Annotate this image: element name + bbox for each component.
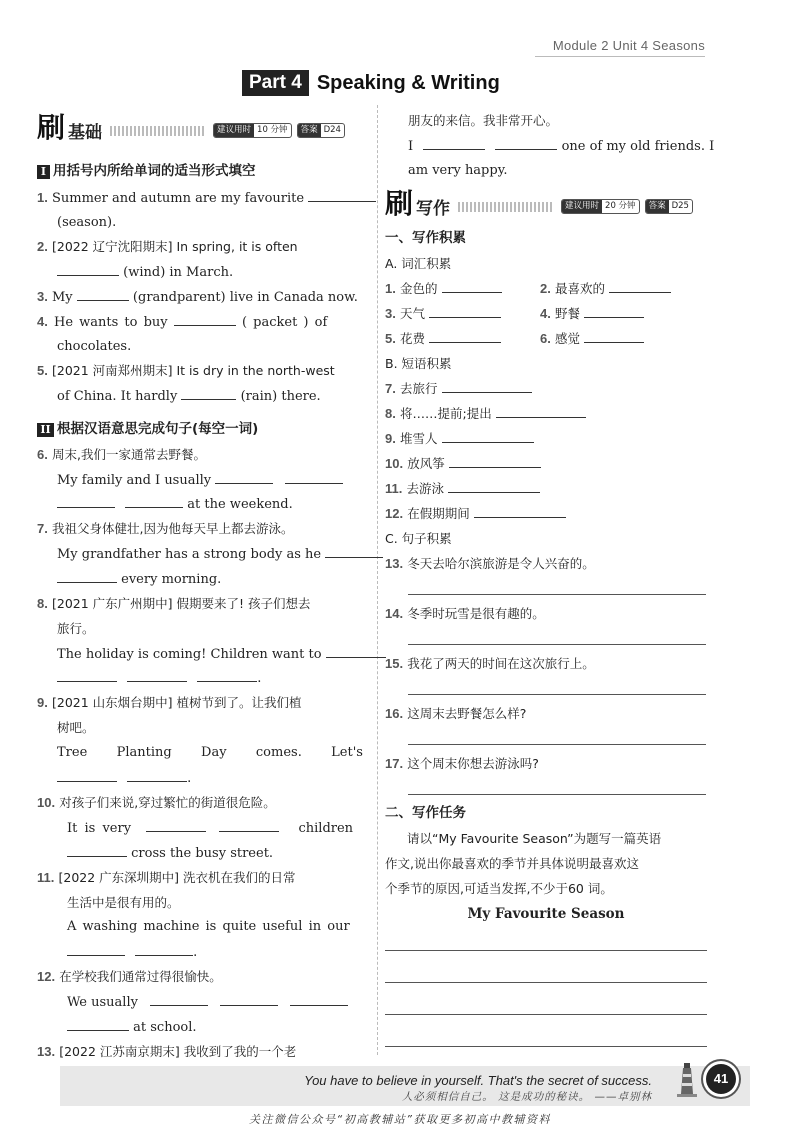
- question-9: 9. [2021 山东烟台期中] 植树节到了。让我们植: [37, 695, 302, 710]
- quote-english: You have to believe in yourself. That's the secret of success.: [304, 1073, 652, 1088]
- sentence-17: 17. 这个周末你想去游泳吗?: [385, 756, 539, 771]
- question-8: 8. [2021 广东广州期中] 假期要来了! 孩子们想去: [37, 596, 311, 611]
- basics-section-header: [37, 112, 367, 143]
- vocab-6: 6. 感觉: [540, 330, 644, 348]
- dotted-decoration: [110, 126, 205, 136]
- answer-tag: 答案 D24: [297, 123, 345, 138]
- part-heading: Speaking & Writing: [316, 71, 500, 94]
- vocab-1: 1. 金色的: [385, 280, 502, 298]
- answer-tag: 答案 D25: [645, 199, 693, 214]
- essay-line[interactable]: [385, 1014, 707, 1015]
- phrase-12: 12. 在假期期间: [385, 505, 566, 523]
- vocab-4: 4. 野餐: [540, 305, 644, 323]
- quote-chinese: 人必须相信自己。 这是成功的秘诀。 ——卓别林: [401, 1091, 652, 1103]
- vocab-5: 5. 花费: [385, 330, 501, 348]
- section-subtitle: 写作: [416, 199, 451, 219]
- time-tag: 建议用时 10 分钟: [213, 123, 292, 138]
- time-tag: 建议用时 20 分钟: [561, 199, 640, 214]
- sentence-16: 16. 这周末去野餐怎么样?: [385, 706, 527, 721]
- dotted-decoration: [458, 202, 553, 212]
- page-number: 41: [706, 1064, 736, 1094]
- question-2: 2. [2022 辽宁沈阳期末] In spring, it is often: [37, 239, 298, 254]
- essay-title: My Favourite Season: [467, 906, 625, 922]
- question-3: 3. My (grandparent) live in Canada now.: [37, 289, 358, 305]
- module-breadcrumb: Module 2 Unit 4 Seasons: [552, 38, 705, 53]
- writing-accumulation-heading: 一、写作积累: [385, 230, 466, 246]
- part2-instruction: II 根据汉语意思完成句子(每空一词): [37, 421, 258, 438]
- phrase-9: 9. 堆雪人: [385, 430, 534, 448]
- question-5: 5. [2021 河南郑州期末] It is dry in the north-west: [37, 363, 335, 378]
- writing-task-heading: 二、写作任务: [385, 805, 466, 821]
- footer-note: 关注微信公众号“初高教辅站”获取更多初高中教辅资料: [249, 1113, 551, 1126]
- header-rule: [535, 56, 705, 57]
- question-7: 7. 我祖父身体健壮,因为他每天早上都去游泳。: [37, 521, 294, 536]
- column-divider: [377, 105, 378, 1055]
- phrase-7: 7. 去旅行: [385, 380, 532, 398]
- writing-section-header: [385, 188, 715, 219]
- essay-line[interactable]: [385, 982, 707, 983]
- part1-instruction: I 用括号内所给单词的适当形式填空: [37, 163, 256, 180]
- part-title: [242, 70, 500, 96]
- brush-char: 刷: [37, 110, 66, 144]
- sentence-14: 14. 冬季时玩雪是很有趣的。: [385, 606, 545, 621]
- brush-char: 刷: [385, 186, 414, 220]
- question-11: 11. [2022 广东深圳期中] 洗衣机在我们的日常: [37, 870, 296, 885]
- phrase-10: 10. 放风筝: [385, 455, 541, 473]
- phrase-11: 11. 去游泳: [385, 480, 540, 498]
- sentence-13: 13. 冬天去哈尔滨旅游是令人兴奋的。: [385, 556, 595, 571]
- question-12: 12. 在学校我们通常过得很愉快。: [37, 969, 222, 984]
- question-6: 6. 周末,我们一家通常去野餐。: [37, 447, 206, 462]
- question-10: 10. 对孩子们来说,穿过繁忙的街道很危险。: [37, 795, 276, 810]
- vocab-3: 3. 天气: [385, 305, 501, 323]
- lighthouse-icon: [672, 1060, 702, 1100]
- part-label: Part 4: [242, 70, 309, 96]
- question-4: 4. He wants to buy ( packet ) of: [37, 314, 328, 330]
- vocab-2: 2. 最喜欢的: [540, 280, 671, 298]
- question-1: 1. Summer and autumn are my favourite: [37, 189, 376, 207]
- writing-task-text: 请以“My Favourite Season”为题写一篇英语: [407, 831, 662, 846]
- section-subtitle: 基础: [68, 123, 103, 143]
- essay-line[interactable]: [385, 950, 707, 951]
- question-13: 13. [2022 江苏南京期末] 我收到了我的一个老: [37, 1044, 297, 1059]
- essay-line[interactable]: [385, 1046, 707, 1047]
- sentence-15: 15. 我花了两天的时间在这次旅行上。: [385, 656, 595, 671]
- phrase-8: 8. 将……提前;提出: [385, 405, 586, 423]
